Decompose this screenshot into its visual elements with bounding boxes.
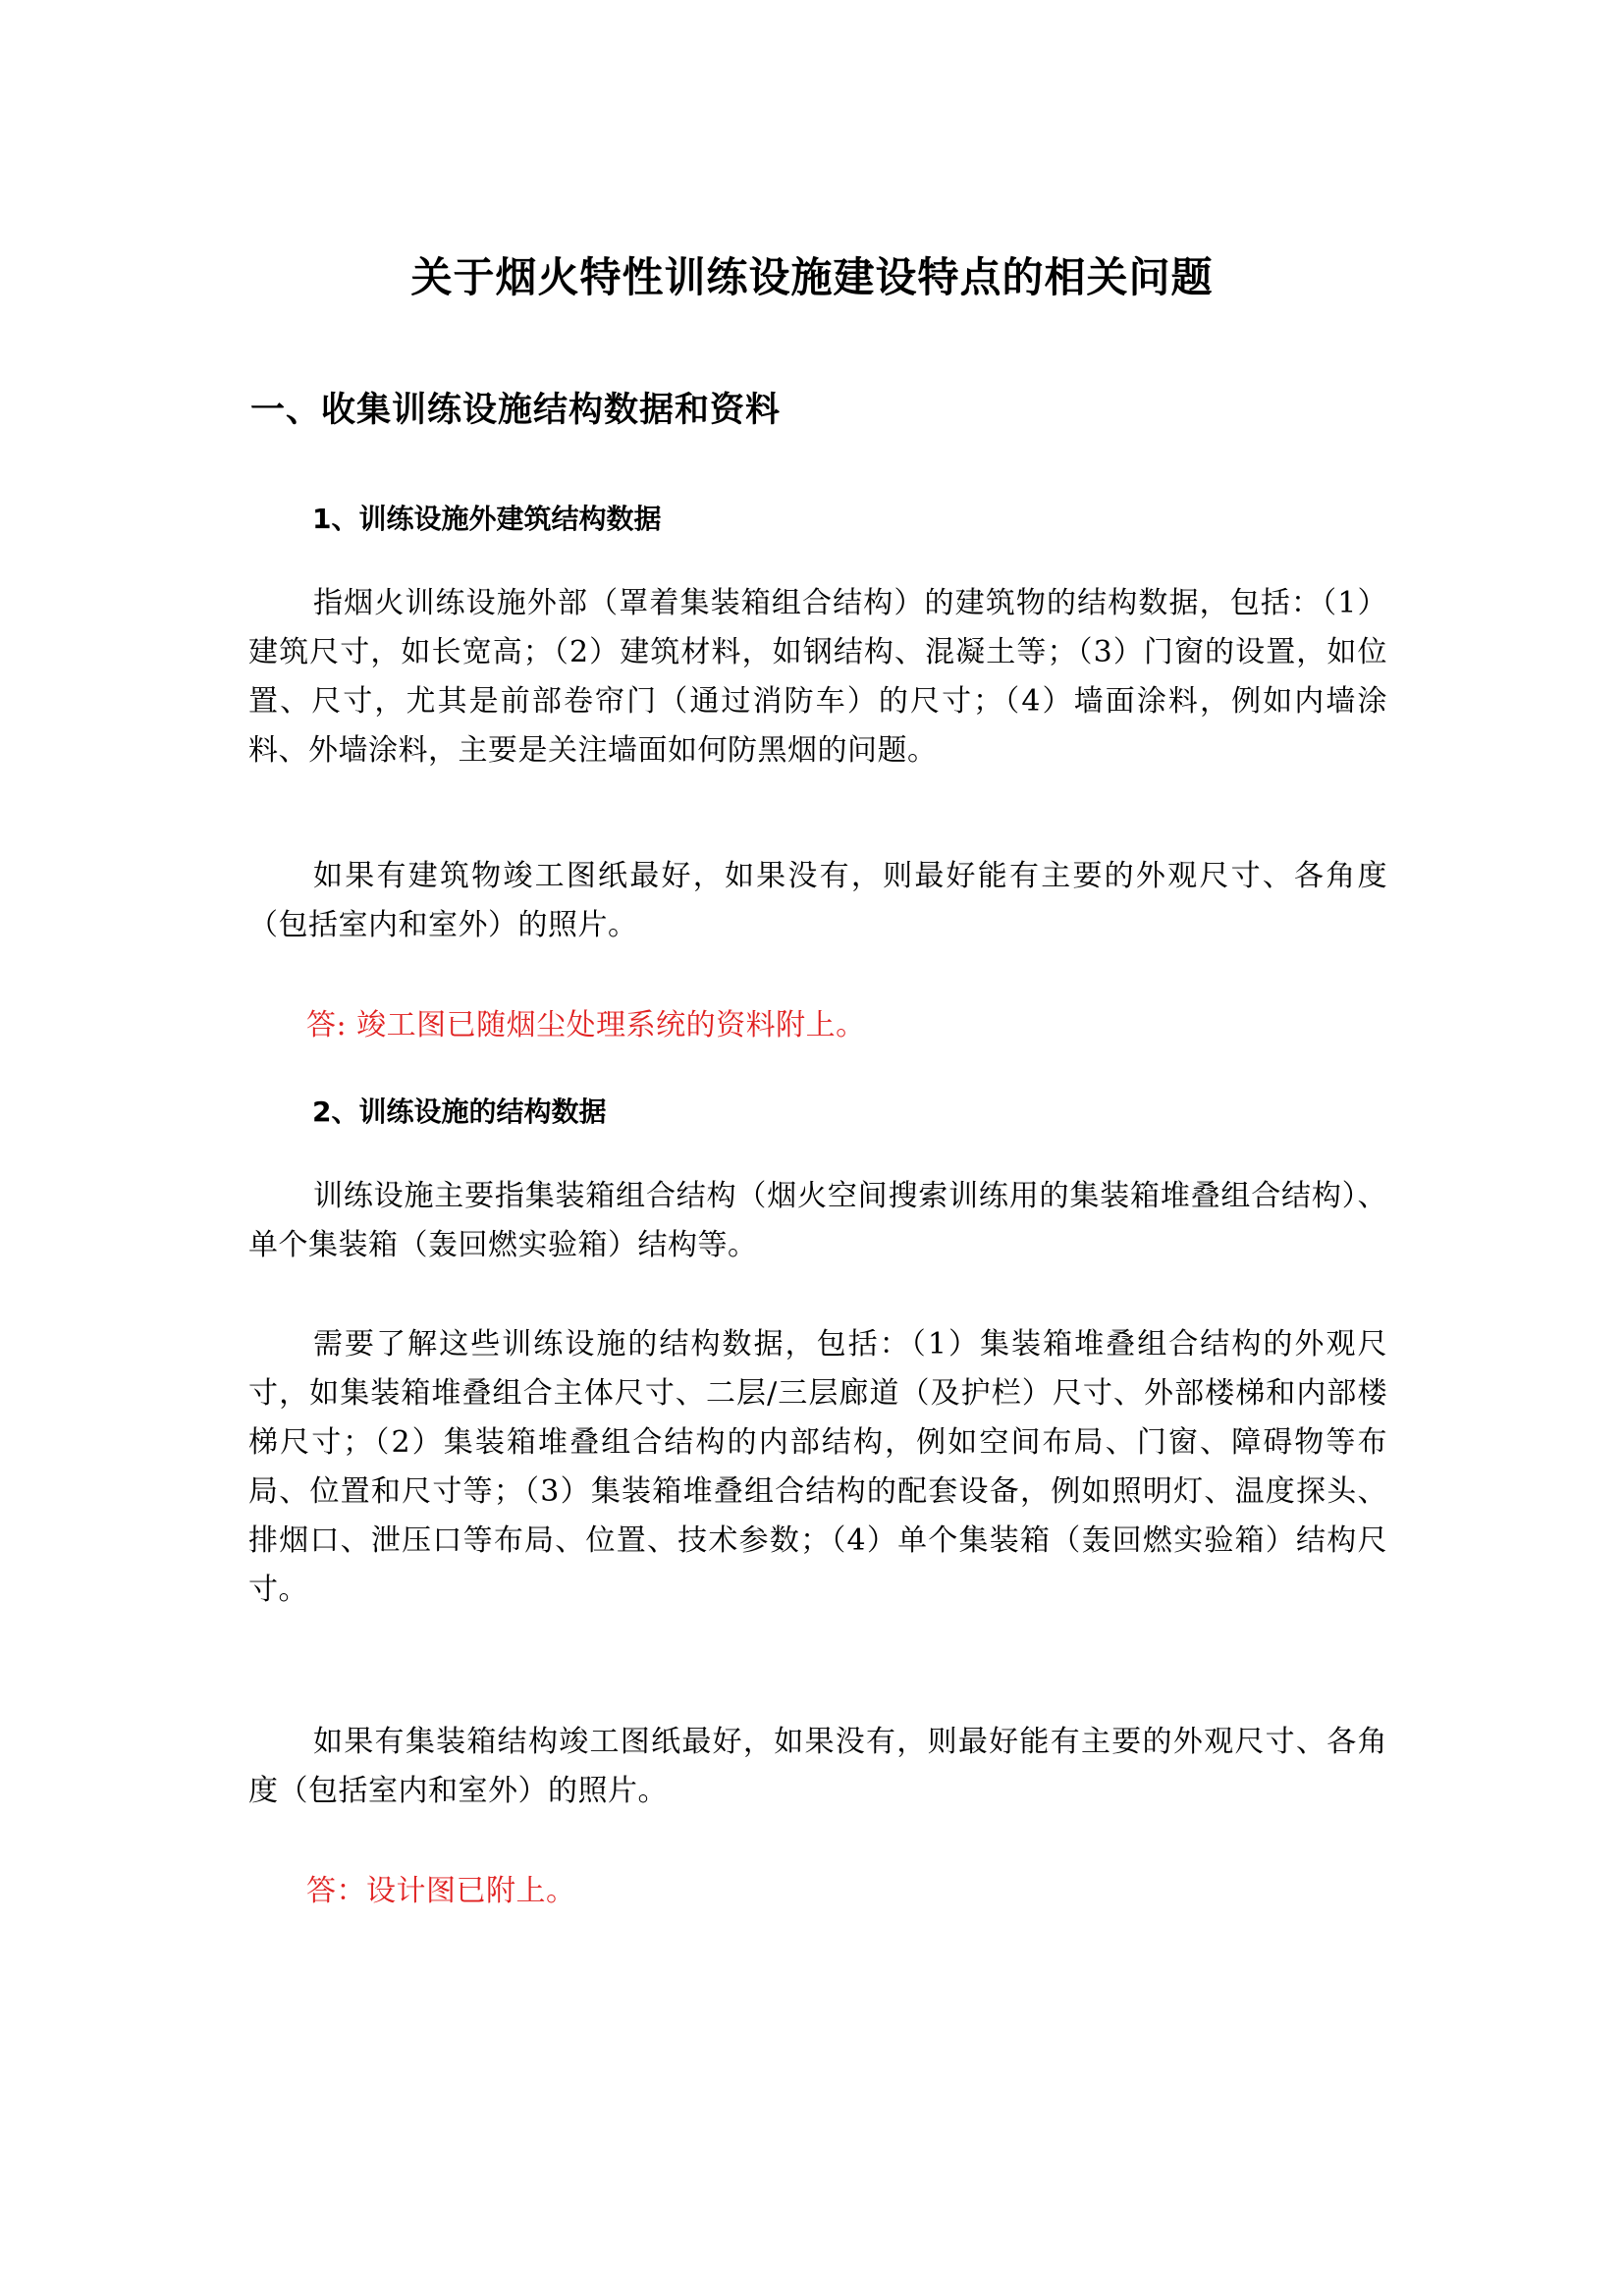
document-title: 关于烟火特性训练设施建设特点的相关问题 [410,253,1214,301]
paragraph-building-structure: 指烟火训练设施外部（罩着集装箱组合结构）的建筑物的结构数据，包括：（1）建筑尺寸，如长宽高；（2）建筑材料，如钢结构、混凝土等；（3）门窗的设置，如位置、尺寸，尤其是前部卷帘门（通过消防车）的尺寸；（4）墙面涂料，例如内墙涂料、外墙涂料，主要是关注墙面如何防黑烟的问题。 [248,586,1387,768]
subsection-heading-1: 1、训练设施外建筑结构数据 [312,503,662,535]
paragraph-container-drawings: 如果有集装箱结构竣工图纸最好，如果没有，则最好能有主要的外观尺寸、各角度（包括室内和室外）的照片。 [248,1725,1387,1808]
subsection-heading-2: 2、训练设施的结构数据 [312,1095,607,1128]
paragraph-facility-structure-data: 需要了解这些训练设施的结构数据，包括：（1）集装箱堆叠组合结构的外观尺寸，如集装箱堆叠组合主体尺寸、二层/三层廊道（及护栏）尺寸、外部楼梯和内部楼梯尺寸；（2）集装箱堆叠组合结构的内部结构，例如空间布局、门窗、障碍物等布局、位置和尺寸等；（3）集装箱堆叠组合结构的配套设备，例如照明灯、温度探头、排烟口、泄压口等布局、位置、技术参数；（4）单个集装箱（轰回燃实验箱）结构尺寸。 [248,1327,1387,1607]
answer-2: 答：设计图已附上。 [306,1874,576,1908]
section-heading-1: 一、收集训练设施结构数据和资料 [250,391,782,430]
answer-1: 答: 竣工图已随烟尘处理系统的资料附上。 [306,1008,866,1042]
paragraph-facility-definition: 训练设施主要指集装箱组合结构（烟火空间搜索训练用的集装箱堆叠组合结构）、单个集装箱（轰回燃实验箱）结构等。 [248,1179,1387,1262]
paragraph-building-drawings: 如果有建筑物竣工图纸最好，如果没有，则最好能有主要的外观尺寸、各角度（包括室内和室外）的照片。 [248,859,1387,942]
